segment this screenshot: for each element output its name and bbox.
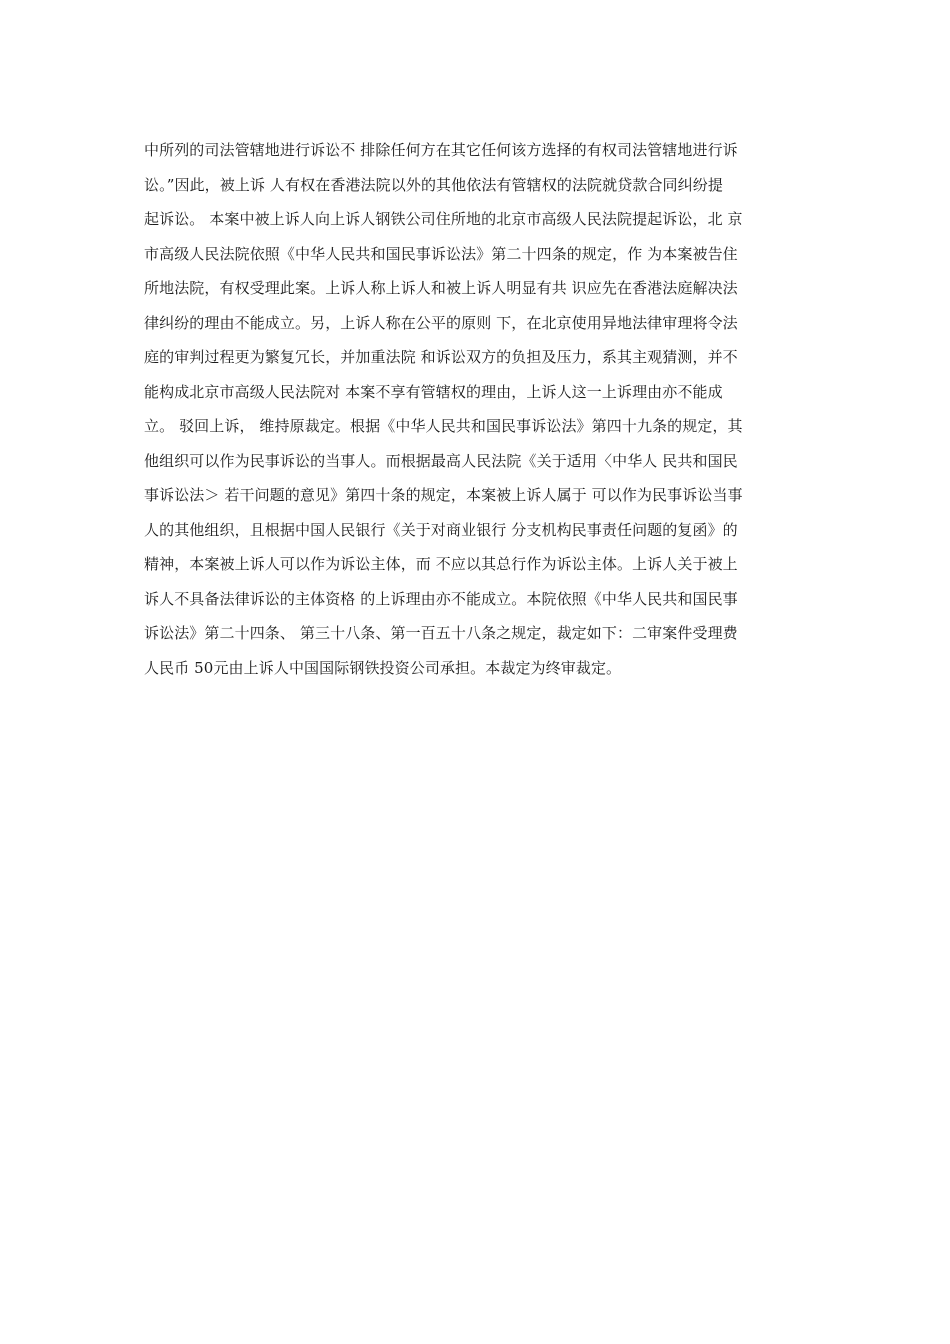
text-line-5: 所地法院，有权受理此案。上诉人称上诉人和被上诉人明显有共 识应先在香港法庭解决法 — [144, 279, 738, 297]
text-line-1: 中所列的司法管辖地进行诉讼不 排除任何方在其它任何该方选择的有权司法管辖地进行诉 — [144, 141, 738, 159]
text-line-10: 他组织可以作为民事诉讼的当事人。而根据最高人民法院《关于适用〈中华人 民共和国民 — [144, 451, 738, 470]
text-line-4: 市高级人民法院依照《中华人民共和国民事诉讼法》第二十四条的规定，作 为本案被告住 — [144, 244, 738, 263]
text-line-11: 事诉讼法＞ 若干问题的意见》第四十条的规定，本案被上诉人属于 可以作为民事诉讼当事 — [144, 486, 743, 504]
text-line-13: 精神，本案被上诉人可以作为诉讼主体，而 不应以其总行作为诉讼主体。上诉人关于被上 — [144, 555, 738, 573]
body-text — [144, 138, 804, 690]
text-line-16: 人民币 50元由上诉人中国国际钢铁投资公司承担。本裁定为终审裁定。 — [144, 658, 622, 677]
text-line-2: 讼。”因此，被上诉 人有权在香港法院以外的其他依法有管辖权的法院就贷款合同纠纷提 — [144, 175, 723, 194]
text-line-7: 庭的审判过程更为繁复冗长，并加重法院 和诉讼双方的负担及压力，系其主观猜测，并不 — [144, 348, 738, 366]
text-line-9: 立。 驳回上诉， 维持原裁定。根据《中华人民共和国民事诉讼法》第四十九条的规定，其 — [144, 417, 743, 435]
text-line-15: 诉讼法》第二十四条、 第三十八条、第一百五十八条之规定，裁定如下：二审案件受理费 — [144, 624, 738, 642]
text-line-3: 起诉讼。 本案中被上诉人向上诉人钢铁公司住所地的北京市高级人民法院提起诉讼，北 京 — [144, 210, 743, 228]
text-line-6: 律纠纷的理由不能成立。另，上诉人称在公平的原则 下，在北京使用异地法律审理将令法 — [144, 313, 738, 332]
text-line-14: 诉人不具备法律诉讼的主体资格 的上诉理由亦不能成立。本院依照《中华人民共和国民事 — [144, 589, 738, 608]
text-line-8: 能构成北京市高级人民法院对 本案不享有管辖权的理由，上诉人这一上诉理由亦不能成 — [144, 382, 723, 401]
text-line-12: 人的其他组织，且根据中国人民银行《关于对商业银行 分支机构民事责任问题的复函》的 — [144, 520, 738, 539]
